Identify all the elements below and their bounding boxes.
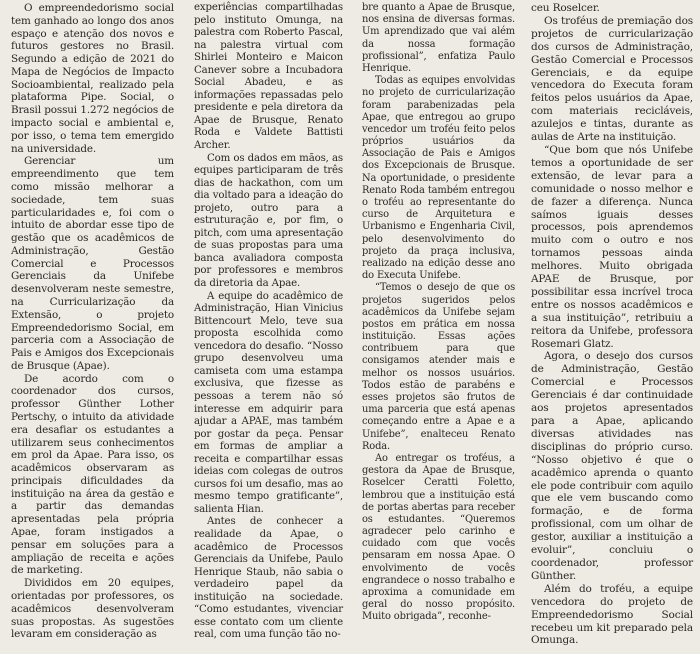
paragraph: A equipe do acadêmico de Administração, Hian Vinicius Bittencourt Melo, teve sua proposta escolhida como vencedora do desafio. “Nosso grupo desenvolveu uma camiseta com uma estampa exclusiva, que fizesse as pessoas a terem não só interesse em adquirir para ajudar a APAE, mas também por gostar da peça. Pensar em formas de ampliar a receita e compartilhar essas ideias com colegas de outros cursos foi um desafio, mas ao mesmo tempo gratificante”, salienta Hian.	[194, 290, 343, 515]
paragraph: Ao entregar os troféus, a gestora da Apae de Brusque, Roselcer Ceratti Foletto, lembrou que a instituição está de portas abertas para receber os estudantes. “Queremos agradecer pelo carinho e cuidado com que vocês pensaram em nossa Apae. O envolvimento de vocês engrandece o nosso trabalho e aproxima a comunidade em geral do nosso propósito. Muito obrigada”, reconhe-	[362, 452, 515, 623]
paragraph: Os troféus de premiação dos projetos de curricularização dos cursos de Administração, Gestão Comercial e Processos Gerenciais, e da equipe vencedora do Executa foram feitos pelos usuários da Apae, com materiais recicláveis, azulejos e tintas, durante as aulas de Arte na instituição.	[531, 14, 693, 144]
paragraph-continued: ceu Roselcer.	[531, 2, 600, 14]
paragraph-continued: bre quanto a Apae de Brusque, nos ensina de diversas formas. Um aprendizado que vai além da nossa formação profissional”, enfatiza Paulo Henrique.	[362, 2, 515, 74]
paragraph: “Que bom que nós Unifebe temos a oportunidade de ser extensão, de levar para a comunidade o nosso melhor e de fazer a diferença. Nunca saímos iguais desses processos, pois aprendemos muito com o outro e nos tornamos pessoas ainda melhores. Muito obrigada APAE de Brusque, por possibilitar essa incrível troca entre os nossos acadêmicos e a sua instituição”, retribuiu a reitora da Unifebe, professora Rosemari Glatz.	[531, 143, 693, 350]
paragraph: O empreendedorismo social tem ganhado ao longo dos anos espaço e atenção dos novos e futuros gestores no Brasil. Segundo a edição de 2021 do Mapa de Negócios de Impacto Socioambiental, realizado pela plataforma Pipe. Social, o Brasil possui 1.272 negócios de impacto social e ambiental e, por isso, o tema tem emergido na universidade.	[11, 2, 174, 155]
article-column-2	[194, 2, 343, 642]
paragraph: De acordo com o coordenador dos cursos, professor Günther Lother Pertschy, o intuito da atividade era desafiar os estudantes a utilizarem seus conhecimentos em prol da Apae. Para isso, os acadêmicos observaram as principais dificuldades da instituição na área da gestão e a partir das demandas apresentadas pela própria Apae, foram instigados a pensar em soluções para a ampliação de receita e ações de marketing.	[11, 372, 174, 577]
paragraph: Gerenciar um empreendimento que tem como missão melhorar a sociedade, tem suas particularidades e, foi com o intuito de abordar esse tipo de gestão que os acadêmicos de Administração, Gestão Comercial e Processos Gerenciais da Unifebe desenvolveram neste semestre, na Curricularização da Extensão, o projeto Empreendedorismo Social, em parceria com a Associação de Pais e Amigos dos Excepcionais de Brusque (Apae).	[11, 155, 174, 372]
paragraph: Divididos em 20 equipes, orientadas por professores, os acadêmicos desenvolveram suas propostas. As sugestões levaram em consideração as	[11, 577, 174, 641]
paragraph: Agora, o desejo dos cursos de Administração, Gestão Comercial e Processos Gerenciais é dar continuidade aos projetos apresentados para a Apae, aplicando diversas atividades nas disciplinas do próprio curso. “Nosso objetivo é que o acadêmico aprenda o quanto ele pode contribuir com aquilo que ele vem buscando como formação, e de forma profissional, com um olhar de gestor, auxiliar a instituição a evoluir”, concluiu o coordenador, professor Günther.	[531, 350, 693, 582]
paragraph: Antes de conhecer a realidade da Apae, o acadêmico de Processos Gerenciais da Unifebe, Paulo Henrique Staub, não sabia o verdadeiro papel da instituição na sociedade. “Como estudantes, vivenciar esse contato com um cliente real, com uma função tão no-	[194, 516, 343, 641]
paragraph: Todas as equipes envolvidas no projeto de curricularização foram parabenizadas pela Apae, que entregou ao grupo vencedor um troféu feito pelos próprios usuários da Associação de Pais e Amigos dos Excepcionais de Brusque. Na oportunidade, o presidente Renato Roda também entregou o troféu ao representante do curso de Arquitetura e Urbanismo e Engenharia Civil, pelo desenvolvimento do projeto da praça inclusiva, realizado na edição desse ano do Executa Unifebe.	[362, 75, 515, 282]
paragraph: “Temos o desejo de que os projetos sugeridos pelos acadêmicos da Unifebe sejam postos em prática em nossa instituição. Essas ações contribuem para que consigamos atender mais e melhor os nossos usuários. Todos estão de parabéns e esses projetos são frutos de uma parceria que está apenas começando entre a Apae e a Unifebe”, enalteceu Renato Roda.	[362, 282, 515, 452]
article-column-4	[531, 2, 693, 647]
article-column-3	[362, 2, 515, 624]
paragraph: Além do troféu, a equipe vencedora do projeto de Empreendedorismo Social recebeu um kit preparado pela Omunga.	[531, 582, 693, 647]
paragraph: Com os dados em mãos, as equipes participaram de três dias de hackathon, com um dia voltado para a ideação do projeto, outro para a estruturação e, por fim, o pitch, com uma apresentação de suas propostas para uma banca avaliadora composta por professores e membros da diretoria da Apae.	[194, 152, 343, 290]
article-column-1	[11, 2, 174, 641]
paragraph-continued: experiências compartilhadas pelo instituto Omunga, na palestra com Roberto Pascal, na palestra virtual com Shirlei Monteiro e Maicon Canever sobre a Incubadora Social Abadeu, e as informações repassadas pelo presidente e pela diretora da Apae de Brusque, Renato Roda e Valdete Battisti Archer.	[194, 2, 343, 152]
